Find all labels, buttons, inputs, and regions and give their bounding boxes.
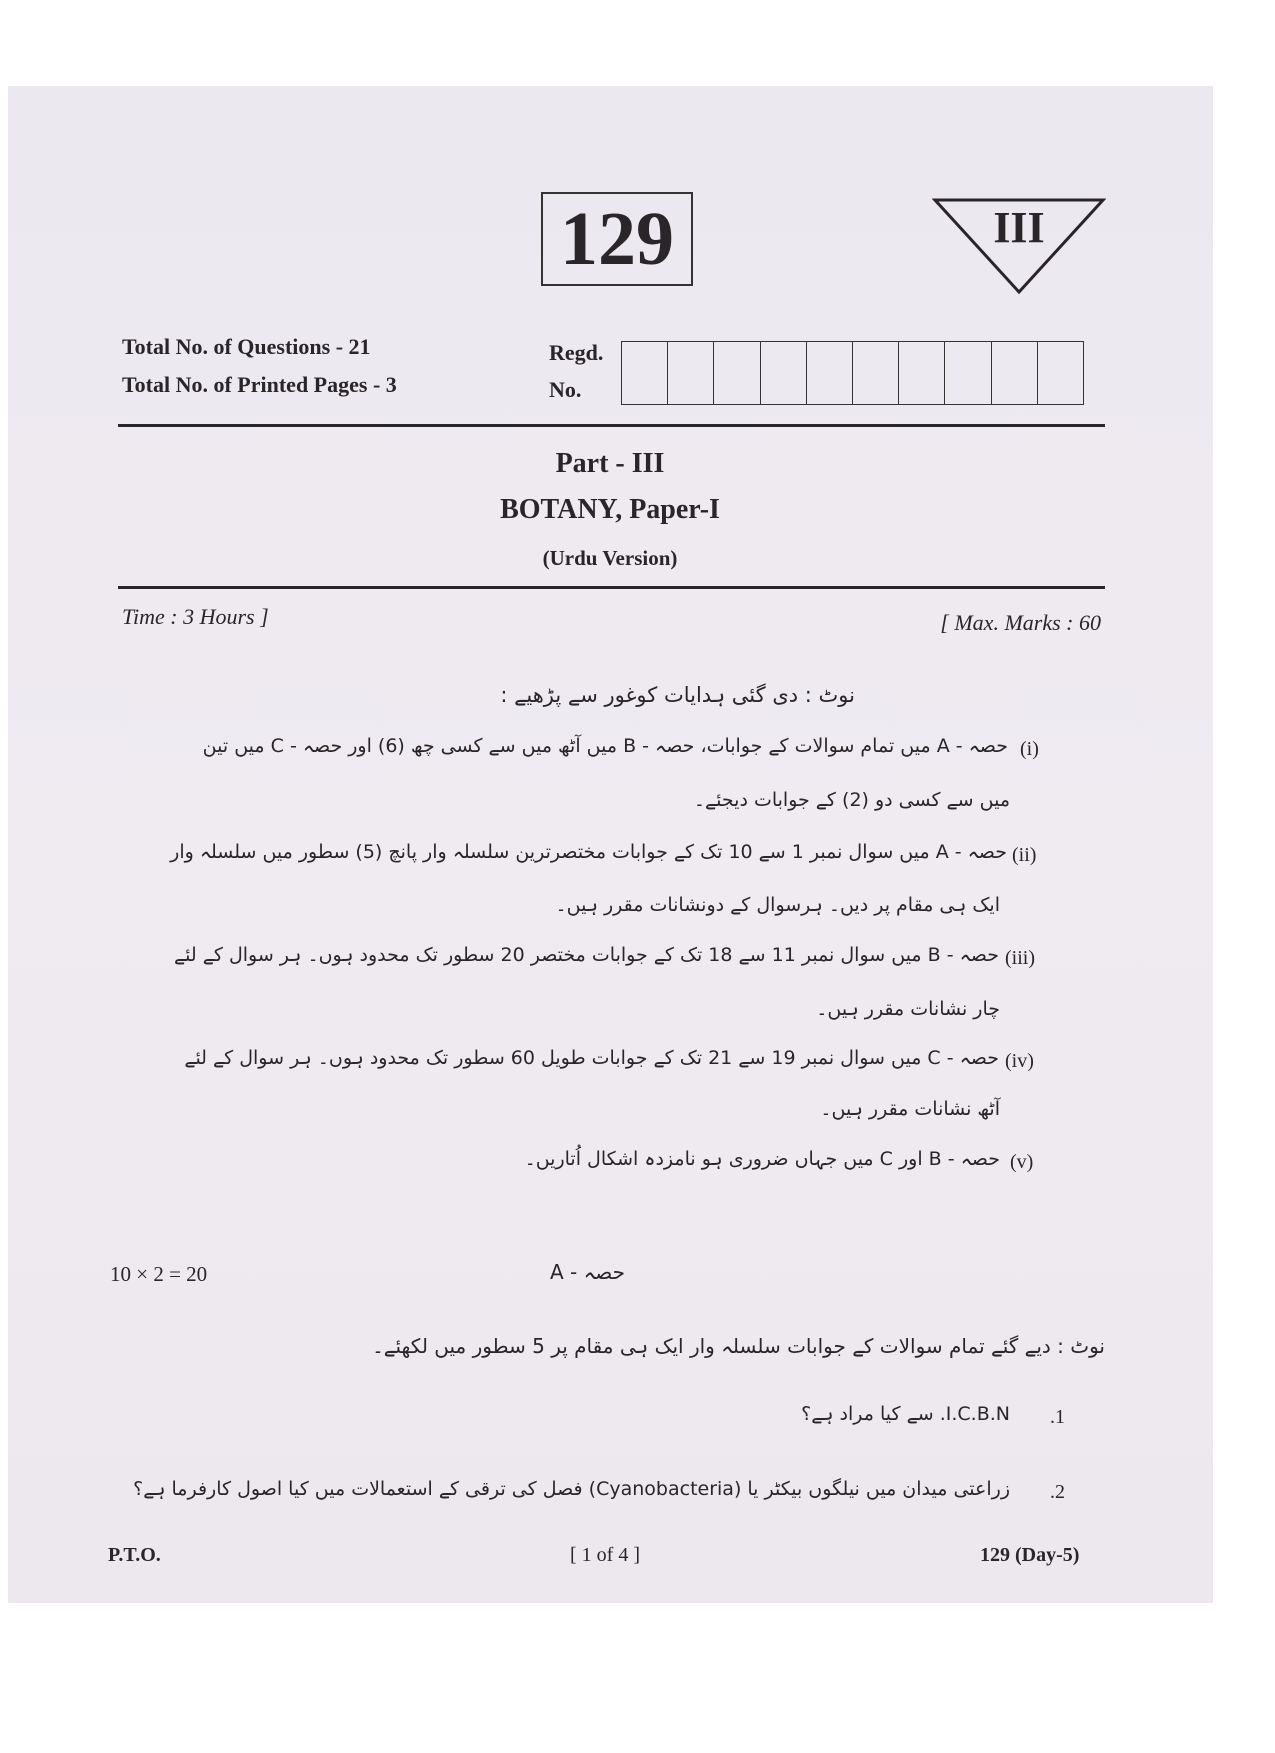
exam-time: Time : 3 Hours ] [122,604,269,629]
scan-margin-top [0,0,1275,86]
regd-no-label: No. [549,377,582,402]
question-number: .2 [1050,1481,1065,1503]
question-text: زراعتی میدان میں نیلگوں بیکٹر یا (Cyanobacteria) فصل کی ترقی کے استعمالات میں کیا اصول کارفرما ہے؟ [133,1478,1010,1500]
footer-pto: P.T.O. [108,1544,161,1566]
regd-digit-box[interactable] [622,342,668,404]
instruction-text: چار نشانات مقرر ہیں۔ [816,998,1000,1020]
instruction-text: حصہ - B میں سوال نمبر 11 سے 18 تک کے جوابات مختصر 20 سطور تک محدود ہوں۔ ہر سوال کے لئے [174,944,999,966]
regd-digit-box[interactable] [853,342,899,404]
instruction-number: (i) [1020,738,1039,760]
regd-digit-box[interactable] [992,342,1038,404]
total-questions: Total No. of Questions - 21 [122,334,371,359]
scan-margin-left [0,0,8,1753]
regd-label: Regd. [549,340,604,365]
instruction-text: میں سے کسی دو (2) کے جوابات دیجئے۔ [693,789,1010,811]
question-number: .1 [1050,1406,1065,1428]
instruction-number: (ii) [1012,844,1037,866]
regd-number-boxes[interactable] [621,341,1084,405]
instruction-text: ایک ہی مقام پر دیں۔ ہرسوال کے دونشانات مقرر ہیں۔ [555,894,1000,916]
scan-margin-right [1213,0,1275,1753]
section-a-label: حصہ - A [549,1260,625,1284]
regd-digit-box[interactable] [1038,342,1083,404]
subject-title: BOTANY, Paper-I [500,494,720,525]
title-divider [118,586,1105,589]
instruction-number: (iii) [1005,947,1035,969]
question-text: I.C.B.N. سے کیا مراد ہے؟ [801,1403,1010,1425]
instruction-number: (iv) [1005,1050,1034,1072]
regd-digit-box[interactable] [714,342,760,404]
section-a-note: نوٹ : دیے گئے تمام سوالات کے جوابات سلسلہ وار ایک ہی مقام پر 5 سطور میں لکھئے۔ [372,1334,1105,1358]
instructions-heading: نوٹ : دی گئی ہدایات کوغور سے پڑھیے : [500,683,855,707]
scan-margin-bottom [0,1603,1275,1753]
regd-digit-box[interactable] [761,342,807,404]
part-badge-label: III [993,203,1045,252]
regd-digit-box[interactable] [945,342,991,404]
header-divider [118,424,1105,427]
regd-digit-box[interactable] [899,342,945,404]
instruction-text: حصہ - C میں سوال نمبر 19 سے 21 تک کے جوابات طویل 60 سطور تک محدود ہوں۔ ہر سوال کے لئے [184,1047,999,1069]
instruction-text: حصہ - A میں سوال نمبر 1 سے 10 تک کے جوابات مختصرترین سلسلہ وار پانچ (5) سطور میں سلسلہ وار [170,841,1007,863]
max-marks: [ Max. Marks : 60 [940,610,1101,635]
section-a-marks: 10 × 2 = 20 [110,1262,208,1286]
total-pages: Total No. of Printed Pages - 3 [122,372,397,397]
part-badge-triangle [932,197,1106,295]
paper-code: 129 [560,197,674,281]
instruction-text: حصہ - A میں تمام سوالات کے جوابات، حصہ - B میں آٹھ میں سے کسی چھ (6) اور حصہ - C میں تین [202,735,1008,757]
regd-digit-box[interactable] [807,342,853,404]
regd-digit-box[interactable] [668,342,714,404]
instruction-text: آٹھ نشانات مقرر ہیں۔ [820,1098,1000,1120]
footer-paper-code: 129 (Day-5) [980,1544,1080,1566]
version-title: (Urdu Version) [542,546,678,570]
instruction-number: (v) [1010,1151,1034,1173]
instruction-text: حصہ - B اور C میں جہاں ضروری ہو نامزدہ اشکال اُتاریں۔ [524,1148,1000,1170]
footer-page-number: [ 1 of 4 ] [570,1544,640,1566]
part-title: Part - III [555,448,665,479]
paper-code-box [541,192,693,286]
